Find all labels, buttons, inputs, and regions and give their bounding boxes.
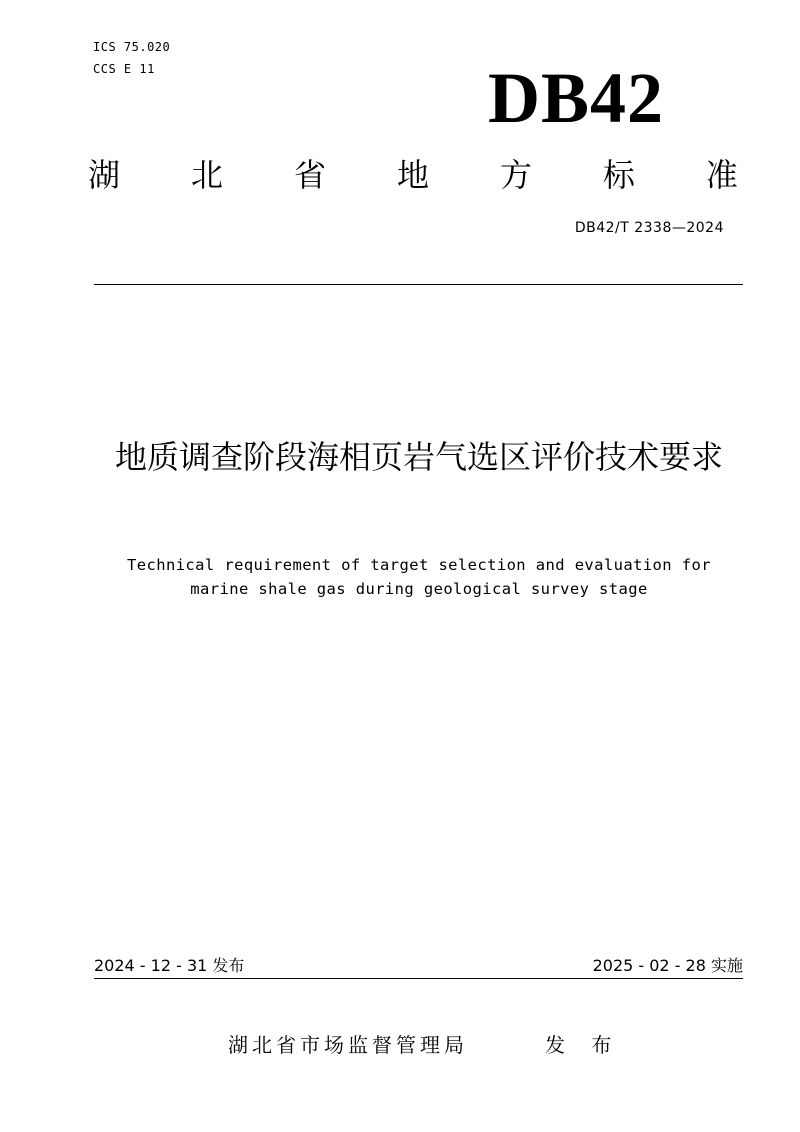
implement-date: 2025 - 02 - 28 实施: [592, 956, 743, 975]
ccs-code: CCS E 11: [93, 62, 155, 76]
db42-logo: DB42: [488, 58, 665, 138]
english-title: Technical requirement of target selection and evaluation for marine shale gas during geological survey stage: [127, 556, 711, 598]
standard-type-char: 准: [705, 156, 738, 194]
publisher-name: 湖北省市场监督管理局: [228, 1033, 468, 1057]
date-row: [94, 954, 743, 978]
top-divider: [94, 284, 743, 285]
standard-number: DB42/T 2338—2024: [574, 220, 724, 236]
standard-type-char: 省: [293, 156, 326, 194]
standard-type-char: 方: [499, 156, 532, 194]
standard-type-char: 标: [602, 156, 635, 194]
standard-type-char: 湖: [88, 156, 121, 194]
standard-type-heading: [88, 152, 738, 198]
issue-date: 2024 - 12 - 31 发布: [94, 956, 245, 975]
ics-code: ICS 75.020: [93, 40, 171, 54]
chinese-title: 地质调查阶段海相页岩气选区评价技术要求: [114, 438, 723, 476]
publish-label: 发 布: [545, 1033, 622, 1057]
standard-type-char: 北: [190, 156, 223, 194]
bottom-divider: [94, 978, 743, 979]
standard-type-char: 地: [396, 156, 429, 194]
